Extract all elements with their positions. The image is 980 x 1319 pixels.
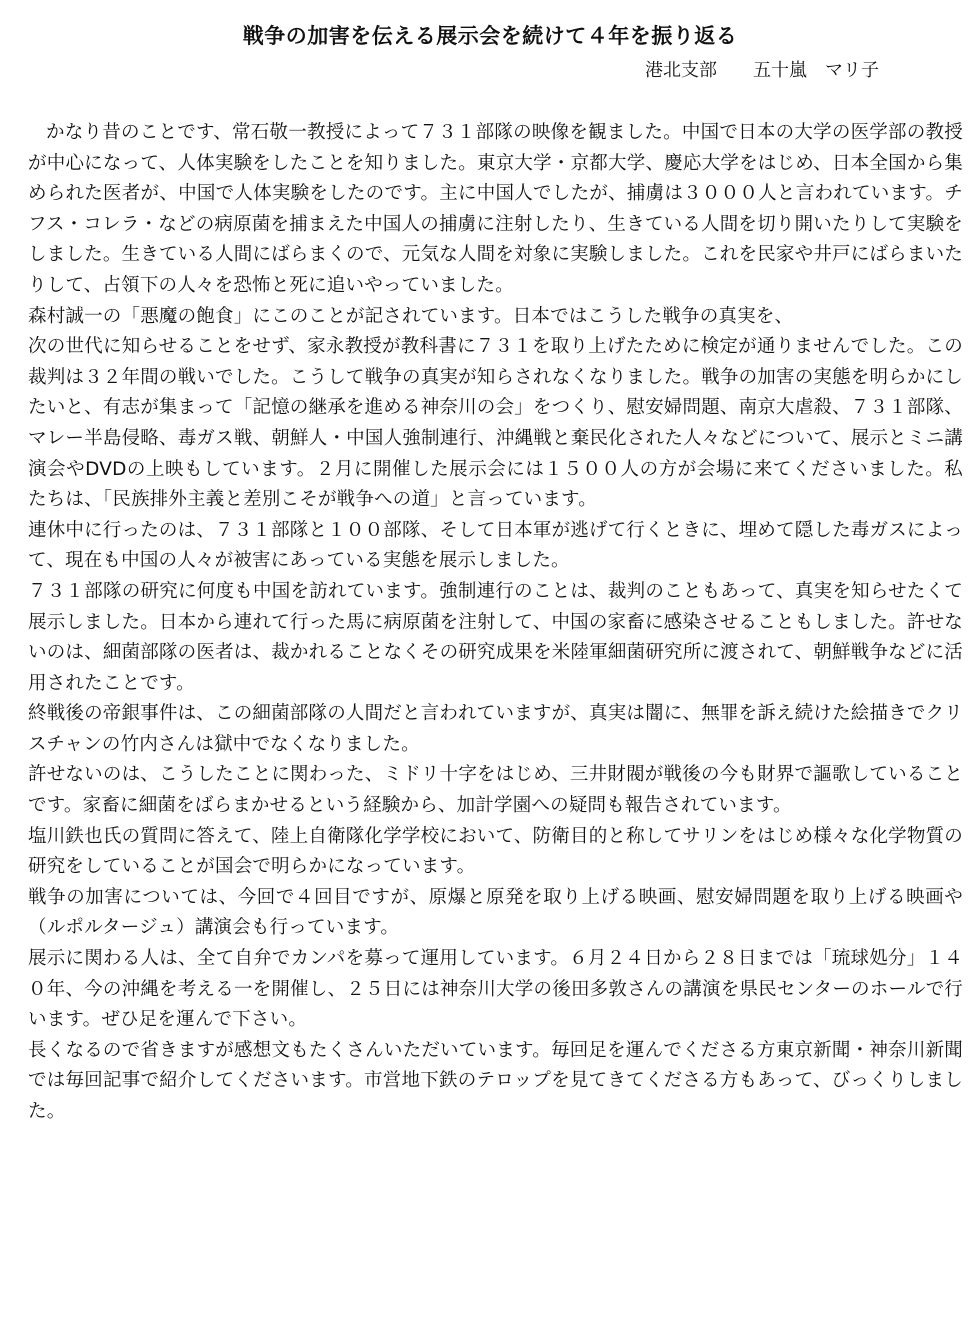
document-title: 戦争の加害を伝える展示会を続けて４年を振り返る (242, 24, 738, 48)
article-body (28, 118, 963, 1128)
paragraph: 次の世代に知らせることをせず、家永教授が教科書に７３１を取り上げたために検定が通りませんでした。この裁判は３２年間の戦いでした。こうして戦争の真実が知らされなくなりました。戦争の加害の実態を明らかにしたいと、有志が集まって「記憶の継承を進める神奈川の会」をつくり、慰安婦問題、南京大虐殺、７３１部隊、マレー半島侵略、毒ガス戦、朝鮮人・中国人強制連行、沖縄戦と棄民化された人々などについて、展示とミニ講演会やDVDの上映もしています。２月に開催した展示会には１５００人の方が会場に来てくださいました。私たちは、「民族排外主義と差別こそが戦争への道」と言っています。 (28, 336, 964, 511)
paragraph: 森村誠一の「悪魔の飽食」にこのことが記されています。日本ではこうした戦争の真実を、 (28, 305, 794, 327)
paragraph: 展示に関わる人は、全て自弁でカンパを募って運用しています。６月２４日から２８日までは「琉球処分」１４０年、今の沖縄を考える一を開催し、２５日には神奈川大学の後田多敦さんの講演を県民センターのホールで行います。ぜひ足を運んで下さい。 (28, 948, 963, 1031)
paragraph: 戦争の加害については、今回で４回目ですが、原爆と原発を取り上げる映画、慰安婦問題を取り上げる映画や（ルポルタージュ）講演会も行っています。 (28, 886, 963, 939)
author-byline: 港北支部 五十嵐 マリ子 (645, 60, 879, 81)
paragraph: ７３１部隊の研究に何度も中国を訪れています。強制連行のことは、裁判のこともあって、真実を知らせたくて展示しました。日本から連れて行った馬に病原菌を注射して、中国の家畜に感染させることもしました。許せないのは、細菌部隊の医者は、裁かれることなくその研究成果を米陸軍細菌研究所に渡されて、朝鮮戦争などに活用されたことです。 (28, 580, 963, 694)
paragraph: 終戦後の帝銀事件は、この細菌部隊の人間だと言われていますが、真実は闇に、無罪を訴え続けた絵描きでクリスチャンの竹内さんは獄中でなくなりました。 (28, 703, 964, 755)
paragraph: 塩川鉄也氏の質問に答えて、陸上自衛隊化学学校において、防衛目的と称してサリンをはじめ様々な化学物質の研究をしていることが国会で明らかになっています。 (28, 825, 963, 878)
paragraph: 長くなるので省きますが感想文もたくさんいただいています。毎回足を運んでくださる方東京新聞・神奈川新聞では毎回記事で紹介してくださいます。市営地下鉄のテロップを見てきてくださる方もあって、びっくりしました。 (28, 1039, 963, 1122)
paragraph: 許せないのは、こうしたことに関わった、ミドリ十字をはじめ、三井財閥が戦後の今も財界で謳歌していることです。家畜に細菌をばらまかせるという経験から、加計学園への疑問も報告されています。 (28, 764, 963, 817)
paragraph: かなり昔のことです、常石敬一教授によって７３１部隊の映像を観ました。中国で日本の大学の医学部の教授が中心になって、人体実験をしたことを知りました。東京大学・京都大学、慶応大学をはじめ、日本全国から集められた医者が、中国で人体実験をしたのです。主に中国人でしたが、捕虜は３０００人と言われています。チフス・コレラ・などの病原菌を捕まえた中国人の捕虜に注射したり、生きている人間を切り開いたりして実験をしました。生きている人間にばらまくので、元気な人間を対象に実験しました。これを民家や井戸にばらまいたりして、占領下の人々を恐怖と死に追いやっていました。 (28, 122, 963, 296)
paragraph: 連休中に行ったのは、７３１部隊と１００部隊、そして日本軍が逃げて行くときに、埋めて隠した毒ガスによって、現在も中国の人々が被害にあっている実態を展示しました。 (28, 519, 964, 572)
